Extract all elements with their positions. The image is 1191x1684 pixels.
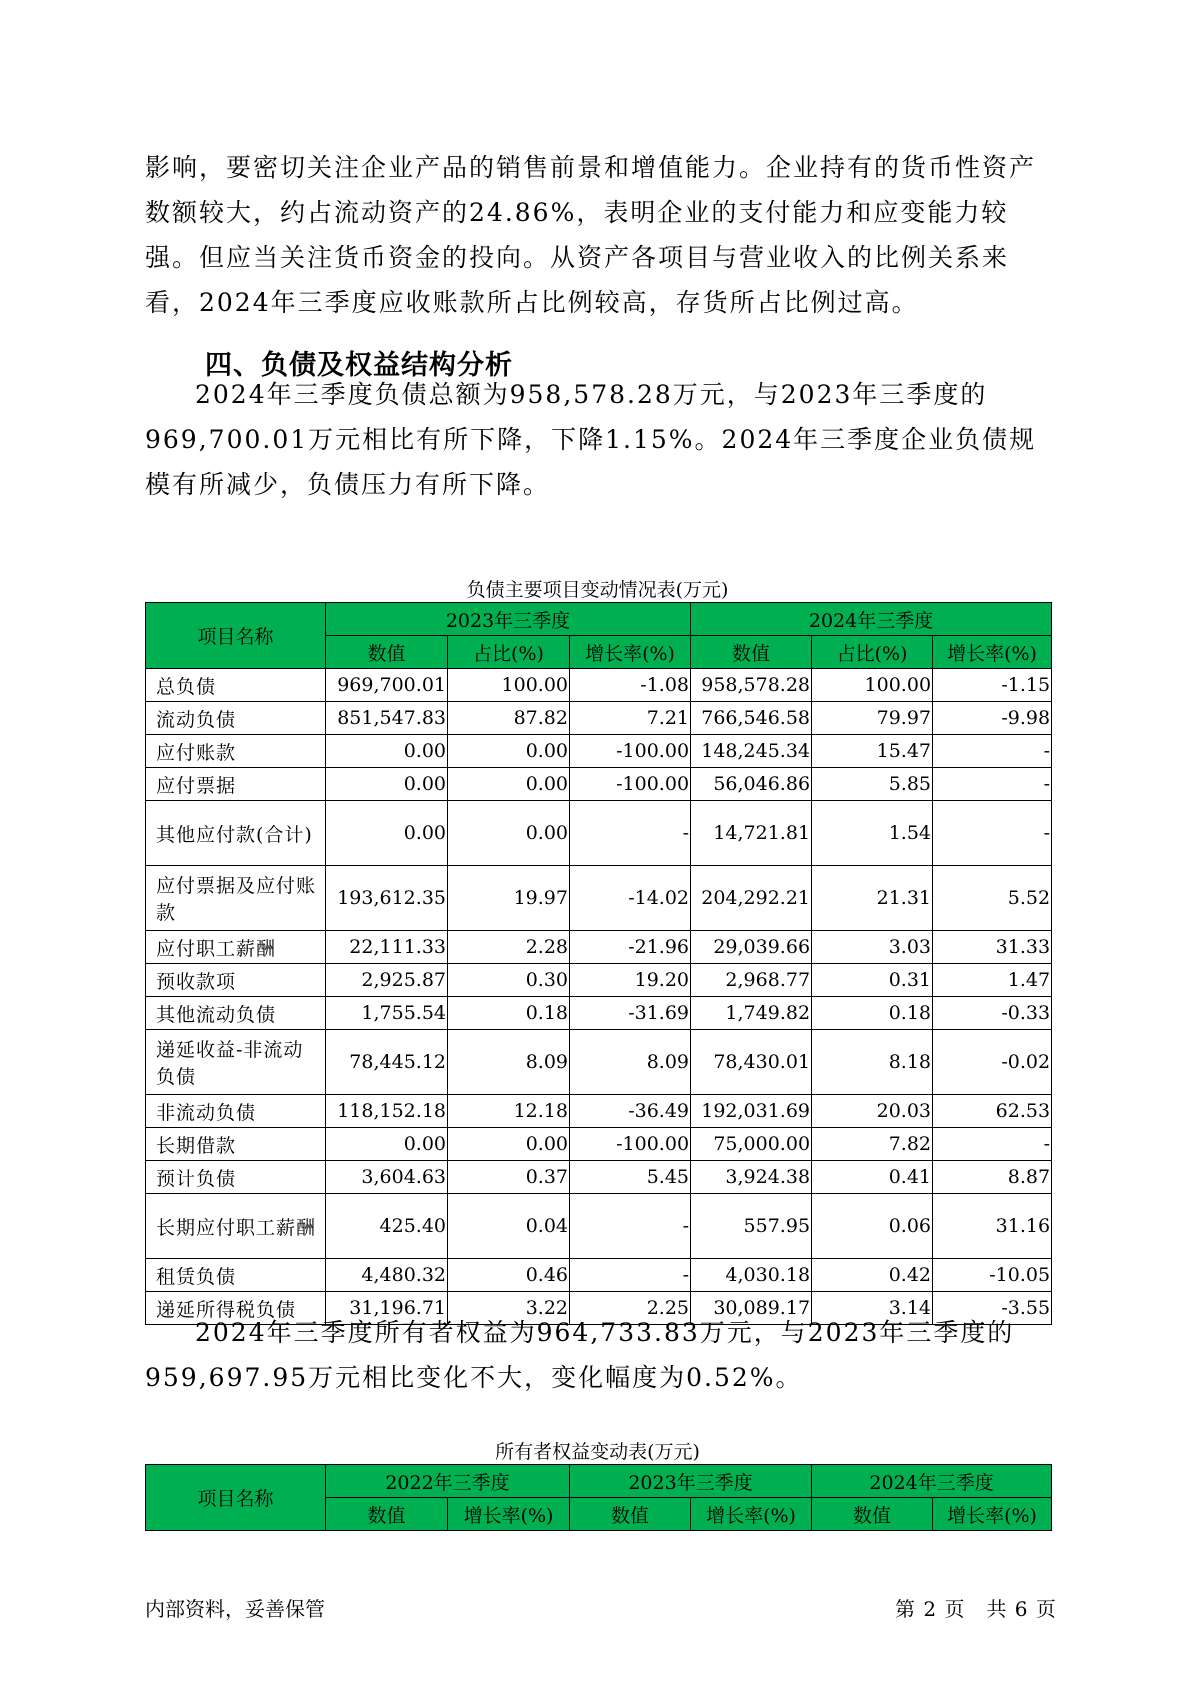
row-value-cell: 0.31 — [812, 964, 933, 997]
row-value-cell: 1,755.54 — [326, 997, 448, 1030]
row-value-cell: 1.54 — [812, 801, 933, 866]
row-value-cell: -0.02 — [933, 1030, 1052, 1095]
row-value-cell: -9.98 — [933, 702, 1052, 735]
row-value-cell: - — [933, 1128, 1052, 1161]
row-value-cell: 15.47 — [812, 735, 933, 768]
row-value-cell: 425.40 — [326, 1194, 448, 1259]
row-value-cell: 0.00 — [448, 801, 570, 866]
row-value-cell: 3.03 — [812, 931, 933, 964]
section-heading: 四、负债及权益结构分析 — [205, 350, 513, 381]
row-value-cell: 19.97 — [448, 866, 570, 931]
row-value-cell: 100.00 — [812, 669, 933, 702]
row-value-cell: 766,546.58 — [691, 702, 812, 735]
row-value-cell: 2.25 — [570, 1292, 691, 1325]
table-row — [146, 931, 1052, 964]
row-value-cell: - — [933, 735, 1052, 768]
row-value-cell: 2.28 — [448, 931, 570, 964]
sub-header: 数值 — [326, 636, 448, 669]
sub-header: 数值 — [812, 1498, 933, 1531]
row-value-cell: 8.09 — [570, 1030, 691, 1095]
row-item-name: 租赁负债 — [146, 1259, 326, 1292]
table-row — [146, 801, 1052, 866]
row-value-cell: -31.69 — [570, 997, 691, 1030]
row-item-name: 预收款项 — [146, 964, 326, 997]
row-item-name: 非流动负债 — [146, 1095, 326, 1128]
footer-confidential-note: 内部资料，妥善保管 — [145, 1597, 325, 1621]
period-header-2024: 2024年三季度 — [812, 1465, 1052, 1498]
row-value-cell: -36.49 — [570, 1095, 691, 1128]
row-value-cell: 0.00 — [326, 801, 448, 866]
table-row — [146, 1259, 1052, 1292]
period-header-2023: 2023年三季度 — [570, 1465, 812, 1498]
row-value-cell: 75,000.00 — [691, 1128, 812, 1161]
row-value-cell: 8.09 — [448, 1030, 570, 1095]
row-value-cell: - — [570, 801, 691, 866]
row-value-cell: 0.00 — [326, 735, 448, 768]
table-row — [146, 1161, 1052, 1194]
row-value-cell: 12.18 — [448, 1095, 570, 1128]
row-item-name: 应付票据 — [146, 768, 326, 801]
intro-paragraph: 影响，要密切关注企业产品的销售前景和增值能力。企业持有的货币性资产数额较大，约占流动资产的24.86%，表明企业的支付能力和应变能力较强。但应当关注货币资金的投向。从资产各项目与营业收入的比例关系来看，2024年三季度应收账款所占比例较高，存货所占比例过高。 — [145, 153, 1037, 317]
row-value-cell: 4,030.18 — [691, 1259, 812, 1292]
row-item-name: 总负债 — [146, 669, 326, 702]
row-value-cell: 0.41 — [812, 1161, 933, 1194]
row-value-cell: 1.47 — [933, 964, 1052, 997]
row-value-cell: -3.55 — [933, 1292, 1052, 1325]
row-value-cell: - — [933, 768, 1052, 801]
row-value-cell: 7.82 — [812, 1128, 933, 1161]
row-value-cell: 5.52 — [933, 866, 1052, 931]
row-value-cell: 20.03 — [812, 1095, 933, 1128]
row-item-name: 应付账款 — [146, 735, 326, 768]
row-value-cell: 148,245.34 — [691, 735, 812, 768]
row-item-name: 预计负债 — [146, 1161, 326, 1194]
table-row — [146, 1194, 1052, 1259]
row-value-cell: 0.00 — [326, 1128, 448, 1161]
row-item-name: 其他应付款(合计) — [146, 801, 326, 866]
row-value-cell: 78,430.01 — [691, 1030, 812, 1095]
table-row — [146, 768, 1052, 801]
sub-header: 增长率(%) — [691, 1498, 812, 1531]
row-value-cell: -14.02 — [570, 866, 691, 931]
table-row — [146, 669, 1052, 702]
row-item-name: 递延所得税负债 — [146, 1292, 326, 1325]
item-name-header: 项目名称 — [146, 1465, 326, 1531]
row-item-name: 应付职工薪酬 — [146, 931, 326, 964]
row-value-cell: 0.30 — [448, 964, 570, 997]
row-value-cell: 0.06 — [812, 1194, 933, 1259]
table-row — [146, 1030, 1052, 1095]
row-value-cell: 5.85 — [812, 768, 933, 801]
row-value-cell: 0.04 — [448, 1194, 570, 1259]
equity-table-caption: 所有者权益变动表(万元) — [495, 1441, 700, 1463]
row-value-cell: 56,046.86 — [691, 768, 812, 801]
row-value-cell: 0.00 — [448, 1128, 570, 1161]
row-value-cell: - — [933, 801, 1052, 866]
row-value-cell: 31.33 — [933, 931, 1052, 964]
row-value-cell: -100.00 — [570, 735, 691, 768]
row-item-name: 长期借款 — [146, 1128, 326, 1161]
table-row — [146, 1128, 1052, 1161]
equity-paragraph: 2024年三季度所有者权益为964,733.83万元，与2023年三季度的959,697.95万元相比变化不大，变化幅度为0.52%。 — [145, 1318, 1015, 1392]
row-value-cell: 79.97 — [812, 702, 933, 735]
equity-table — [145, 1464, 1052, 1531]
period-header-2023: 2023年三季度 — [326, 603, 691, 636]
row-value-cell: 0.18 — [448, 997, 570, 1030]
row-value-cell: 0.00 — [448, 768, 570, 801]
row-value-cell: 2,925.87 — [326, 964, 448, 997]
row-value-cell: 0.46 — [448, 1259, 570, 1292]
period-header-2022: 2022年三季度 — [326, 1465, 570, 1498]
table-row — [146, 702, 1052, 735]
sub-header: 增长率(%) — [570, 636, 691, 669]
sub-header: 数值 — [326, 1498, 448, 1531]
row-value-cell: 87.82 — [448, 702, 570, 735]
row-item-name: 递延收益-非流动负债 — [146, 1030, 326, 1095]
row-value-cell: 30,089.17 — [691, 1292, 812, 1325]
row-value-cell: 969,700.01 — [326, 669, 448, 702]
sub-header: 占比(%) — [812, 636, 933, 669]
row-value-cell: 192,031.69 — [691, 1095, 812, 1128]
row-value-cell: 31.16 — [933, 1194, 1052, 1259]
sub-header: 增长率(%) — [933, 636, 1052, 669]
table-row — [146, 1095, 1052, 1128]
row-value-cell: -100.00 — [570, 768, 691, 801]
row-value-cell: 3.14 — [812, 1292, 933, 1325]
row-value-cell: 958,578.28 — [691, 669, 812, 702]
table-row — [146, 735, 1052, 768]
row-value-cell: -100.00 — [570, 1128, 691, 1161]
row-item-name: 其他流动负债 — [146, 997, 326, 1030]
row-value-cell: 0.00 — [326, 768, 448, 801]
row-value-cell: 8.18 — [812, 1030, 933, 1095]
row-value-cell: 3,924.38 — [691, 1161, 812, 1194]
row-value-cell: 0.42 — [812, 1259, 933, 1292]
period-header-2024: 2024年三季度 — [691, 603, 1052, 636]
row-value-cell: 0.00 — [448, 735, 570, 768]
row-value-cell: 2,968.77 — [691, 964, 812, 997]
row-value-cell: 851,547.83 — [326, 702, 448, 735]
row-value-cell: 4,480.32 — [326, 1259, 448, 1292]
row-value-cell: 118,152.18 — [326, 1095, 448, 1128]
row-value-cell: 100.00 — [448, 669, 570, 702]
table-row — [146, 997, 1052, 1030]
row-value-cell: 31,196.71 — [326, 1292, 448, 1325]
row-value-cell: 193,612.35 — [326, 866, 448, 931]
row-value-cell: 204,292.21 — [691, 866, 812, 931]
row-item-name: 应付票据及应付账款 — [146, 866, 326, 931]
row-value-cell: 557.95 — [691, 1194, 812, 1259]
row-value-cell: 1,749.82 — [691, 997, 812, 1030]
row-value-cell: 0.37 — [448, 1161, 570, 1194]
row-value-cell: 22,111.33 — [326, 931, 448, 964]
table-row — [146, 866, 1052, 931]
sub-header: 数值 — [691, 636, 812, 669]
row-value-cell: 62.53 — [933, 1095, 1052, 1128]
liability-table-caption: 负债主要项目变动情况表(万元) — [466, 579, 729, 601]
row-value-cell: 0.18 — [812, 997, 933, 1030]
row-value-cell: 19.20 — [570, 964, 691, 997]
footer-page-number: 第 2 页 共 6 页 — [895, 1597, 1057, 1621]
row-value-cell: 29,039.66 — [691, 931, 812, 964]
row-value-cell: 3.22 — [448, 1292, 570, 1325]
row-value-cell: - — [570, 1259, 691, 1292]
row-value-cell: 8.87 — [933, 1161, 1052, 1194]
row-value-cell: -1.15 — [933, 669, 1052, 702]
row-item-name: 流动负债 — [146, 702, 326, 735]
row-item-name: 长期应付职工薪酬 — [146, 1194, 326, 1259]
row-value-cell: 3,604.63 — [326, 1161, 448, 1194]
row-value-cell: 14,721.81 — [691, 801, 812, 866]
row-value-cell: 5.45 — [570, 1161, 691, 1194]
item-name-header: 项目名称 — [146, 603, 326, 669]
sub-header: 占比(%) — [448, 636, 570, 669]
row-value-cell: -0.33 — [933, 997, 1052, 1030]
sub-header: 数值 — [570, 1498, 691, 1531]
row-value-cell: - — [570, 1194, 691, 1259]
liability-paragraph: 2024年三季度负债总额为958,578.28万元，与2023年三季度的969,700.01万元相比有所下降，下降1.15%。2024年三季度企业负债规模有所减少，负债压力有所下降。 — [145, 380, 1037, 499]
row-value-cell: -1.08 — [570, 669, 691, 702]
liability-table — [145, 602, 1052, 1325]
row-value-cell: 21.31 — [812, 866, 933, 931]
sub-header: 增长率(%) — [933, 1498, 1052, 1531]
row-value-cell: 78,445.12 — [326, 1030, 448, 1095]
table-row — [146, 964, 1052, 997]
row-value-cell: -21.96 — [570, 931, 691, 964]
row-value-cell: -10.05 — [933, 1259, 1052, 1292]
row-value-cell: 7.21 — [570, 702, 691, 735]
sub-header: 增长率(%) — [448, 1498, 570, 1531]
